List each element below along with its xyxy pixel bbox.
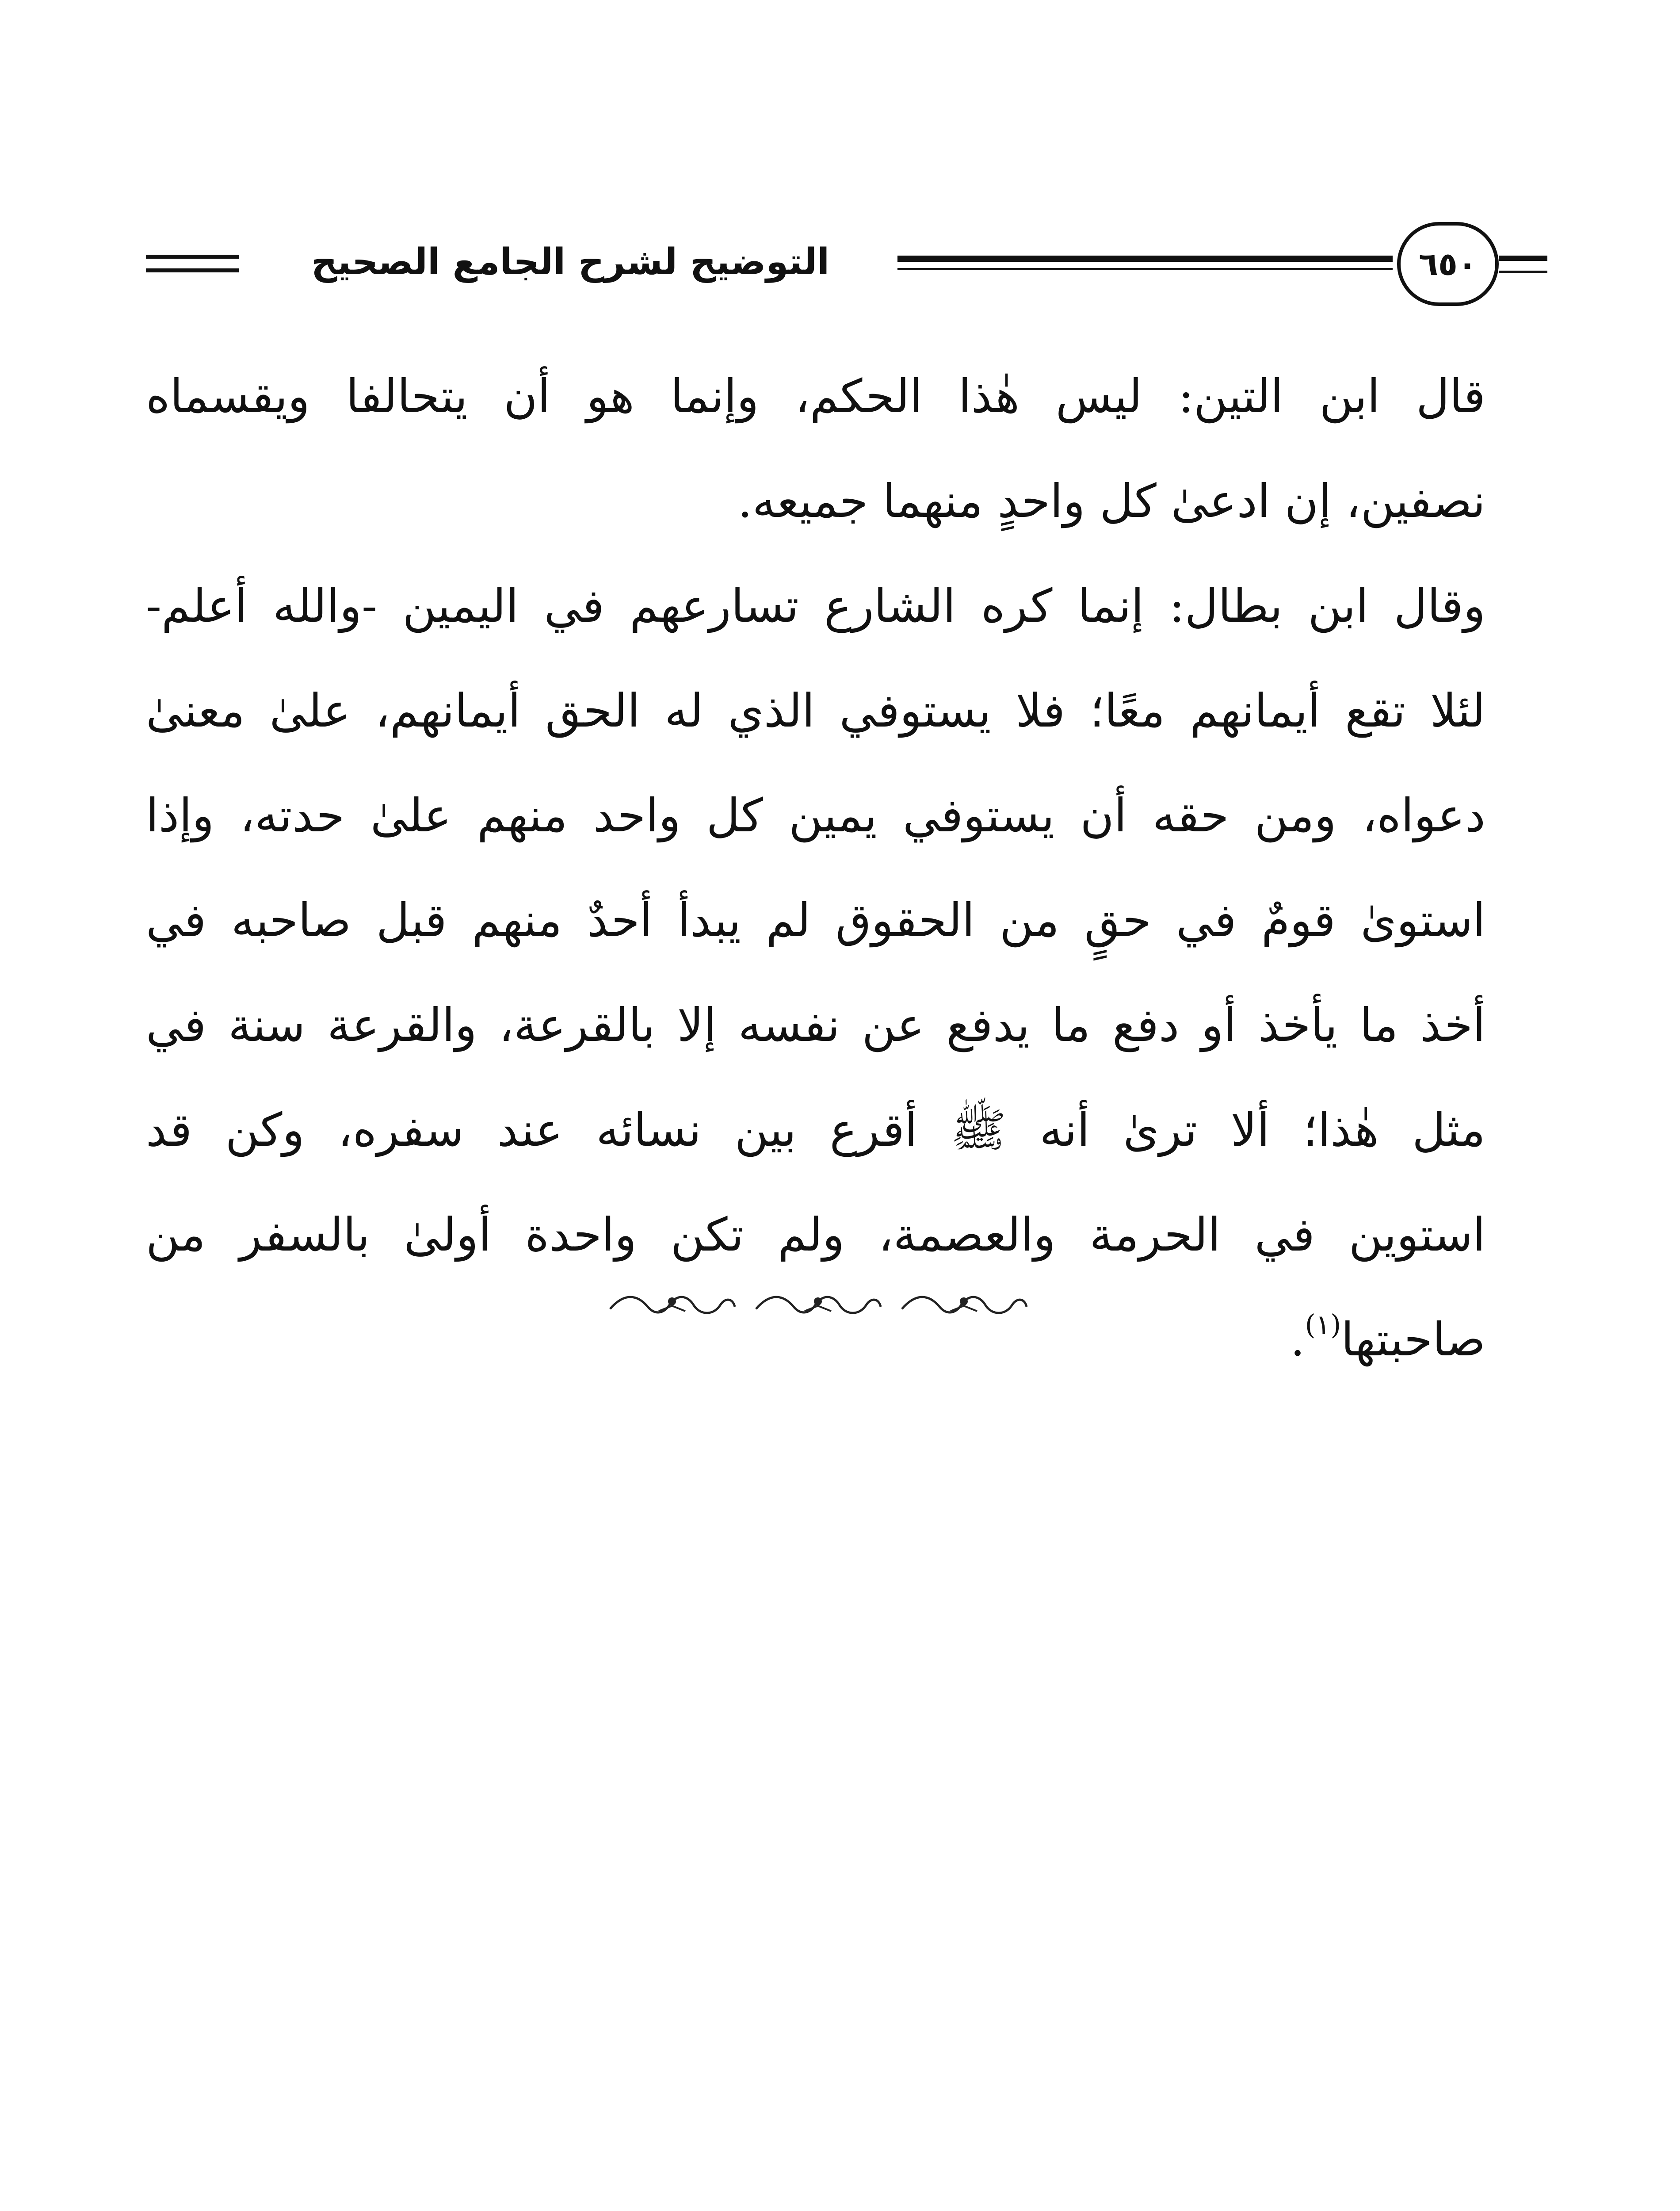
- text-line: نصفين، إن ادعىٰ كل واحدٍ منهما جميعه.: [737, 474, 1485, 528]
- text-line: قال ابن التين: ليس هٰذا الحكم، وإنما هو أن يتحالفا ويقسماه: [146, 369, 1485, 423]
- running-header: [146, 217, 1525, 314]
- text-line: لئلا تقع أيمانهم معًا؛ فلا يستوفي الذي له الحق أيمانهم، علىٰ معنىٰ: [146, 684, 1485, 738]
- header-rule-right: [1499, 256, 1547, 273]
- ornament-flourish-icon: [897, 1289, 1030, 1320]
- ornament-flourish-icon: [606, 1289, 738, 1320]
- header-rule-middle-thin: [897, 268, 1393, 270]
- header-rule-left: [146, 255, 239, 272]
- text-line: أخذ ما يأخذ أو دفع ما يدفع عن نفسه إلا بالقرعة، والقرعة سنة في: [146, 998, 1485, 1052]
- footnote-reference[interactable]: (١): [1305, 1308, 1341, 1341]
- section-divider-ornament: [606, 1285, 1030, 1324]
- text-line: مثل هٰذا؛ ألا ترىٰ أنه ﷺ أقرع بين نسائه عند سفره، وكن قد: [146, 1103, 1485, 1157]
- text-line-final-words: صاحبتها: [1341, 1312, 1485, 1366]
- book-title: التوضيح لشرح الجامع الصحيح: [311, 241, 830, 283]
- header-rule-middle: [897, 256, 1393, 262]
- main-text: [146, 344, 1485, 1392]
- page-number: ٦٥٠: [1397, 222, 1499, 306]
- text-line: وقال ابن بطال: إنما كره الشارع تسارعهم في اليمين -والله أعلم-: [146, 579, 1485, 633]
- text-line: استوين في الحرمة والعصمة، ولم تكن واحدة أولىٰ بالسفر من: [146, 1208, 1485, 1262]
- ornament-flourish-icon: [752, 1289, 884, 1320]
- text-line: دعواه، ومن حقه أن يستوفي يمين كل واحد منهم علىٰ حدته، وإذا: [146, 788, 1485, 842]
- final-period: .: [1290, 1312, 1305, 1366]
- text-line: استوىٰ قومٌ في حقٍ من الحقوق لم يبدأ أحدٌ منهم قبل صاحبه في: [146, 893, 1485, 947]
